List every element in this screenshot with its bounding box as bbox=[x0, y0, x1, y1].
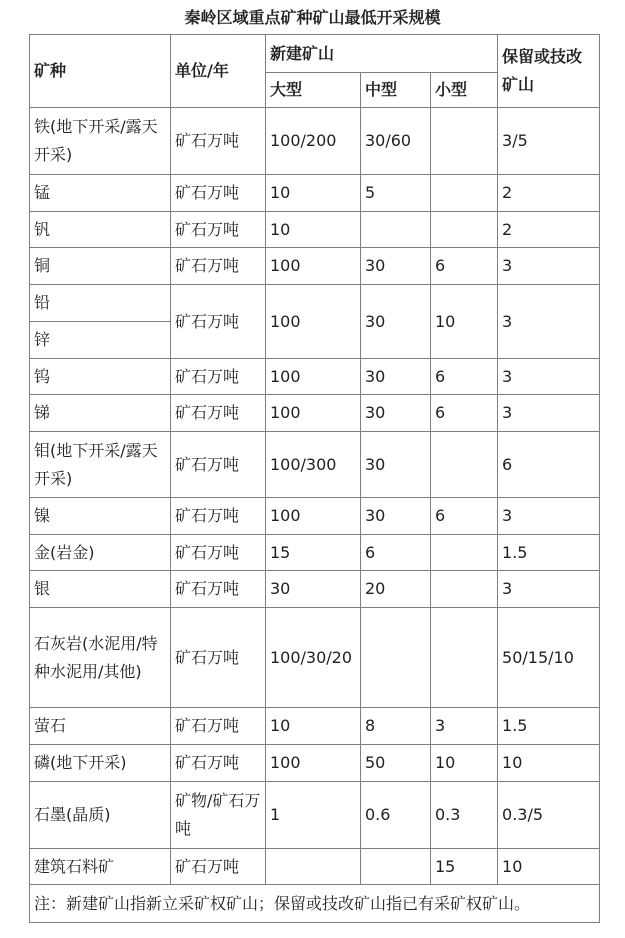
cell-medium bbox=[361, 212, 431, 248]
mining-scale-table bbox=[29, 34, 600, 923]
cell-large: 10 bbox=[266, 212, 361, 248]
table-row bbox=[30, 432, 600, 498]
cell-retain: 6 bbox=[498, 432, 600, 498]
cell-small: 0.3 bbox=[431, 782, 498, 849]
cell-small: 6 bbox=[431, 359, 498, 395]
cell-large: 100/200 bbox=[266, 108, 361, 175]
header-new-mines: 新建矿山 bbox=[266, 35, 498, 73]
cell-mineral: 钼(地下开采/露天开采) bbox=[30, 432, 171, 498]
cell-small: 10 bbox=[431, 745, 498, 782]
cell-retain: 1.5 bbox=[498, 708, 600, 745]
cell-small: 3 bbox=[431, 708, 498, 745]
table-row bbox=[30, 395, 600, 432]
cell-large bbox=[266, 849, 361, 885]
cell-large: 10 bbox=[266, 175, 361, 212]
table-row bbox=[30, 849, 600, 885]
cell-mineral: 建筑石料矿 bbox=[30, 849, 171, 885]
header-row-1 bbox=[30, 35, 600, 73]
cell-retain: 3 bbox=[498, 285, 600, 359]
cell-unit: 矿石万吨 bbox=[171, 498, 266, 535]
cell-mineral: 钒 bbox=[30, 212, 171, 248]
cell-medium: 30 bbox=[361, 395, 431, 432]
cell-large: 100 bbox=[266, 395, 361, 432]
header-medium: 中型 bbox=[361, 73, 431, 108]
cell-large: 100 bbox=[266, 285, 361, 359]
table-row bbox=[30, 608, 600, 708]
table-row bbox=[30, 285, 600, 322]
cell-small bbox=[431, 571, 498, 608]
cell-mineral: 铅 bbox=[30, 285, 171, 322]
cell-medium: 30 bbox=[361, 285, 431, 359]
header-retain-mines: 保留或技改矿山 bbox=[498, 35, 600, 108]
table-row bbox=[30, 498, 600, 535]
cell-large: 30 bbox=[266, 571, 361, 608]
cell-retain: 2 bbox=[498, 175, 600, 212]
cell-mineral: 银 bbox=[30, 571, 171, 608]
cell-medium: 5 bbox=[361, 175, 431, 212]
cell-small bbox=[431, 608, 498, 708]
cell-retain: 3 bbox=[498, 248, 600, 285]
cell-unit: 矿石万吨 bbox=[171, 745, 266, 782]
note-row bbox=[30, 885, 600, 923]
cell-retain: 1.5 bbox=[498, 535, 600, 571]
cell-unit: 矿物/矿石万吨 bbox=[171, 782, 266, 849]
cell-large: 100 bbox=[266, 498, 361, 535]
cell-small bbox=[431, 108, 498, 175]
cell-small: 6 bbox=[431, 395, 498, 432]
cell-retain: 3/5 bbox=[498, 108, 600, 175]
table-row bbox=[30, 571, 600, 608]
cell-unit: 矿石万吨 bbox=[171, 849, 266, 885]
cell-small bbox=[431, 175, 498, 212]
cell-mineral: 锌 bbox=[30, 322, 171, 359]
cell-retain: 2 bbox=[498, 212, 600, 248]
header-unit: 单位/年 bbox=[171, 35, 266, 108]
cell-mineral: 石灰岩(水泥用/特种水泥用/其他) bbox=[30, 608, 171, 708]
header-small: 小型 bbox=[431, 73, 498, 108]
cell-retain: 10 bbox=[498, 849, 600, 885]
table-row bbox=[30, 212, 600, 248]
cell-mineral: 铁(地下开采/露天开采) bbox=[30, 108, 171, 175]
cell-retain: 3 bbox=[498, 571, 600, 608]
table-row bbox=[30, 535, 600, 571]
table-row bbox=[30, 708, 600, 745]
cell-mineral: 石墨(晶质) bbox=[30, 782, 171, 849]
cell-medium: 30 bbox=[361, 359, 431, 395]
table-body bbox=[30, 108, 600, 923]
cell-large: 100 bbox=[266, 359, 361, 395]
cell-unit: 矿石万吨 bbox=[171, 571, 266, 608]
cell-medium: 30 bbox=[361, 498, 431, 535]
cell-retain: 0.3/5 bbox=[498, 782, 600, 849]
cell-large: 10 bbox=[266, 708, 361, 745]
table-row bbox=[30, 782, 600, 849]
cell-large: 100/300 bbox=[266, 432, 361, 498]
cell-retain: 50/15/10 bbox=[498, 608, 600, 708]
cell-unit: 矿石万吨 bbox=[171, 708, 266, 745]
cell-mineral: 锑 bbox=[30, 395, 171, 432]
cell-large: 100 bbox=[266, 248, 361, 285]
cell-mineral: 钨 bbox=[30, 359, 171, 395]
cell-large: 100 bbox=[266, 745, 361, 782]
cell-small bbox=[431, 432, 498, 498]
cell-mineral: 萤石 bbox=[30, 708, 171, 745]
cell-unit: 矿石万吨 bbox=[171, 175, 266, 212]
cell-unit: 矿石万吨 bbox=[171, 248, 266, 285]
table-title: 秦岭区域重点矿种矿山最低开采规模 bbox=[184, 8, 441, 27]
cell-large: 1 bbox=[266, 782, 361, 849]
cell-retain: 3 bbox=[498, 498, 600, 535]
cell-mineral: 磷(地下开采) bbox=[30, 745, 171, 782]
cell-medium: 30 bbox=[361, 432, 431, 498]
cell-mineral: 镍 bbox=[30, 498, 171, 535]
cell-large: 15 bbox=[266, 535, 361, 571]
cell-unit: 矿石万吨 bbox=[171, 608, 266, 708]
cell-small: 15 bbox=[431, 849, 498, 885]
cell-retain: 10 bbox=[498, 745, 600, 782]
cell-unit: 矿石万吨 bbox=[171, 395, 266, 432]
cell-unit: 矿石万吨 bbox=[171, 359, 266, 395]
cell-small bbox=[431, 212, 498, 248]
cell-medium: 50 bbox=[361, 745, 431, 782]
cell-mineral: 锰 bbox=[30, 175, 171, 212]
cell-medium: 30 bbox=[361, 248, 431, 285]
table-row bbox=[30, 175, 600, 212]
cell-medium: 0.6 bbox=[361, 782, 431, 849]
cell-medium bbox=[361, 608, 431, 708]
header-large: 大型 bbox=[266, 73, 361, 108]
cell-small: 6 bbox=[431, 248, 498, 285]
cell-unit: 矿石万吨 bbox=[171, 535, 266, 571]
cell-medium: 6 bbox=[361, 535, 431, 571]
cell-medium: 30/60 bbox=[361, 108, 431, 175]
cell-medium: 8 bbox=[361, 708, 431, 745]
table-row bbox=[30, 745, 600, 782]
cell-unit: 矿石万吨 bbox=[171, 432, 266, 498]
cell-medium: 20 bbox=[361, 571, 431, 608]
table-row bbox=[30, 248, 600, 285]
cell-mineral: 铜 bbox=[30, 248, 171, 285]
table-note: 注：新建矿山指新立采矿权矿山；保留或技改矿山指已有采矿权矿山。 bbox=[30, 885, 600, 923]
cell-retain: 3 bbox=[498, 395, 600, 432]
table-row bbox=[30, 359, 600, 395]
cell-medium bbox=[361, 849, 431, 885]
table-row bbox=[30, 108, 600, 175]
cell-small: 6 bbox=[431, 498, 498, 535]
cell-large: 100/30/20 bbox=[266, 608, 361, 708]
header-mineral: 矿种 bbox=[30, 35, 171, 108]
cell-retain: 3 bbox=[498, 359, 600, 395]
cell-small: 10 bbox=[431, 285, 498, 359]
cell-unit: 矿石万吨 bbox=[171, 108, 266, 175]
cell-unit: 矿石万吨 bbox=[171, 285, 266, 359]
cell-unit: 矿石万吨 bbox=[171, 212, 266, 248]
table-header bbox=[30, 35, 600, 108]
cell-mineral: 金(岩金) bbox=[30, 535, 171, 571]
cell-small bbox=[431, 535, 498, 571]
